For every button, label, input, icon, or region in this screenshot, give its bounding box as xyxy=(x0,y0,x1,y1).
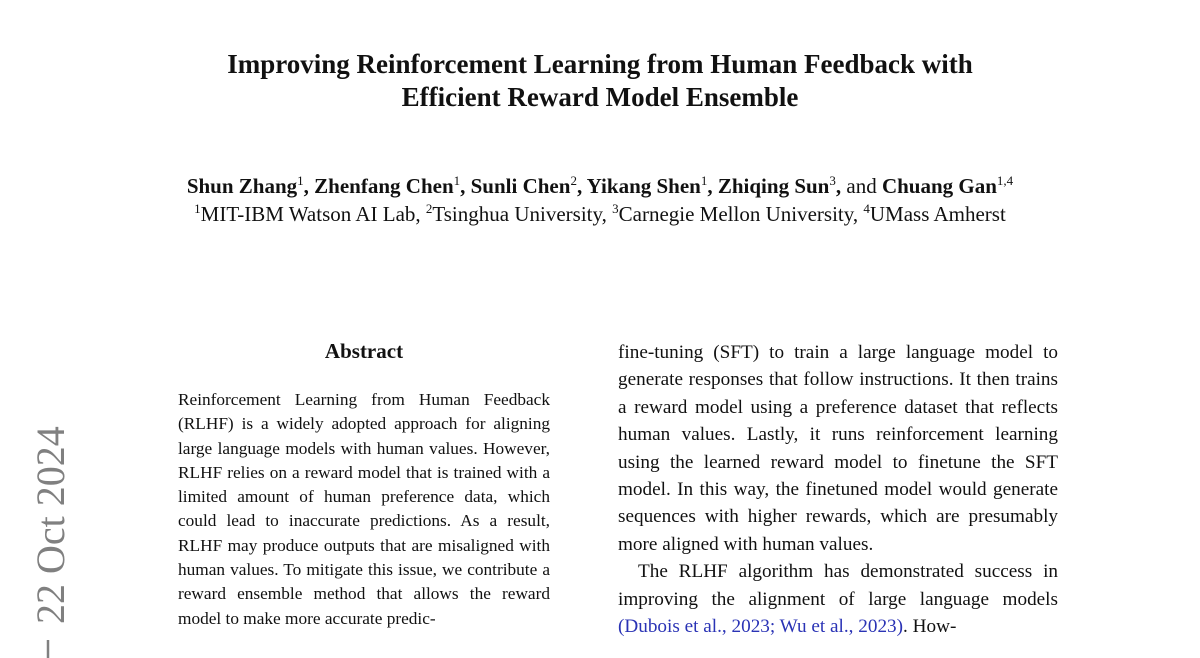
affiliation-number: 3 xyxy=(612,201,619,216)
author-affiliation-mark: 1 xyxy=(297,173,304,188)
author-name: Shun Zhang xyxy=(186,174,298,198)
body-column-right xyxy=(618,339,1058,640)
author-name: Zhenfang Chen xyxy=(314,174,454,198)
affiliation-name: MIT-IBM Watson AI Lab xyxy=(200,202,416,226)
arxiv-date-text: 22 Oct 2024 xyxy=(28,426,73,624)
author-list: Shun Zhang$^1$, Zhenfang Chen$^1$, Sunli Chen$^2$, Yikang Shen$^1$, Zhiqing Sun$^3$, and Chuang Gan$^{1,4}$ xyxy=(186,173,1014,198)
affiliation-number: 4 xyxy=(863,201,870,216)
author-affiliation-mark: 1 xyxy=(700,173,708,188)
affiliation-number: 1 xyxy=(194,201,201,216)
author-name: Zhiqing Sun xyxy=(717,174,830,198)
affiliation-name: Carnegie Mellon University xyxy=(618,202,853,226)
title-line-1: Improving Reinforcement Learning from Human Feedback with xyxy=(227,49,973,79)
paper-title xyxy=(0,48,1200,114)
arxiv-margin-stamp xyxy=(28,418,74,658)
abstract-text: Reinforcement Learning from Human Feedback (RLHF) is a widely adopted approach for aligning large language models with human values. However, RLHF relies on a reward model that is trained with a limited amount of human preference data, which could lead to inaccurate predictions. As a result, RLHF may produce outputs that are misaligned with human values. To mitigate this issue, we contribute a reward ensemble method that allows the reward model to make more accurate predic- xyxy=(178,390,550,628)
affiliation-name: UMass Amherst xyxy=(869,202,1006,226)
arxiv-stamp-graphic xyxy=(28,418,74,658)
citation-link[interactable]: (Dubois et al., 2023; Wu et al., 2023) xyxy=(618,616,904,638)
author-affiliation-mark: 1,4 xyxy=(996,173,1014,188)
paragraph-text: The RLHF algorithm has demonstrated success in improving the alignment of large language models xyxy=(618,561,1058,610)
affiliation-name: Tsinghua University xyxy=(432,202,602,226)
author-name: Chuang Gan xyxy=(881,174,997,198)
title-line-2: Efficient Reward Model Ensemble xyxy=(401,82,799,112)
affiliation-list: $^1$MIT-IBM Watson AI Lab, $^2$Tsinghua University, $^3$Carnegie Mellon University, $^4$UMass Amherst xyxy=(194,201,1006,226)
author-affiliation-mark: 2 xyxy=(570,173,577,188)
author-name: Yikang Shen xyxy=(586,174,701,198)
body-paragraph-1: fine-tuning (SFT) to train a large language model to generate responses that follow instructions. It then trains a reward model using a preference dataset that reflects human values. Lastly, it runs reinforcement learning using the learned reward model to finetune the SFT model. In this way, the finetuned model would generate sequences with higher rewards, which are presumably more aligned with human values. xyxy=(618,342,1058,555)
author-name: Sunli Chen xyxy=(470,174,571,198)
paragraph-text: . How- xyxy=(903,616,957,638)
body-paragraph-2 xyxy=(618,558,1058,640)
abstract-heading: Abstract xyxy=(324,339,404,363)
author-conjunction: and xyxy=(846,174,877,198)
author-affiliation-mark: 1 xyxy=(453,173,461,188)
author-affiliation-mark: 3 xyxy=(829,173,836,188)
affiliation-number: 2 xyxy=(425,201,433,216)
